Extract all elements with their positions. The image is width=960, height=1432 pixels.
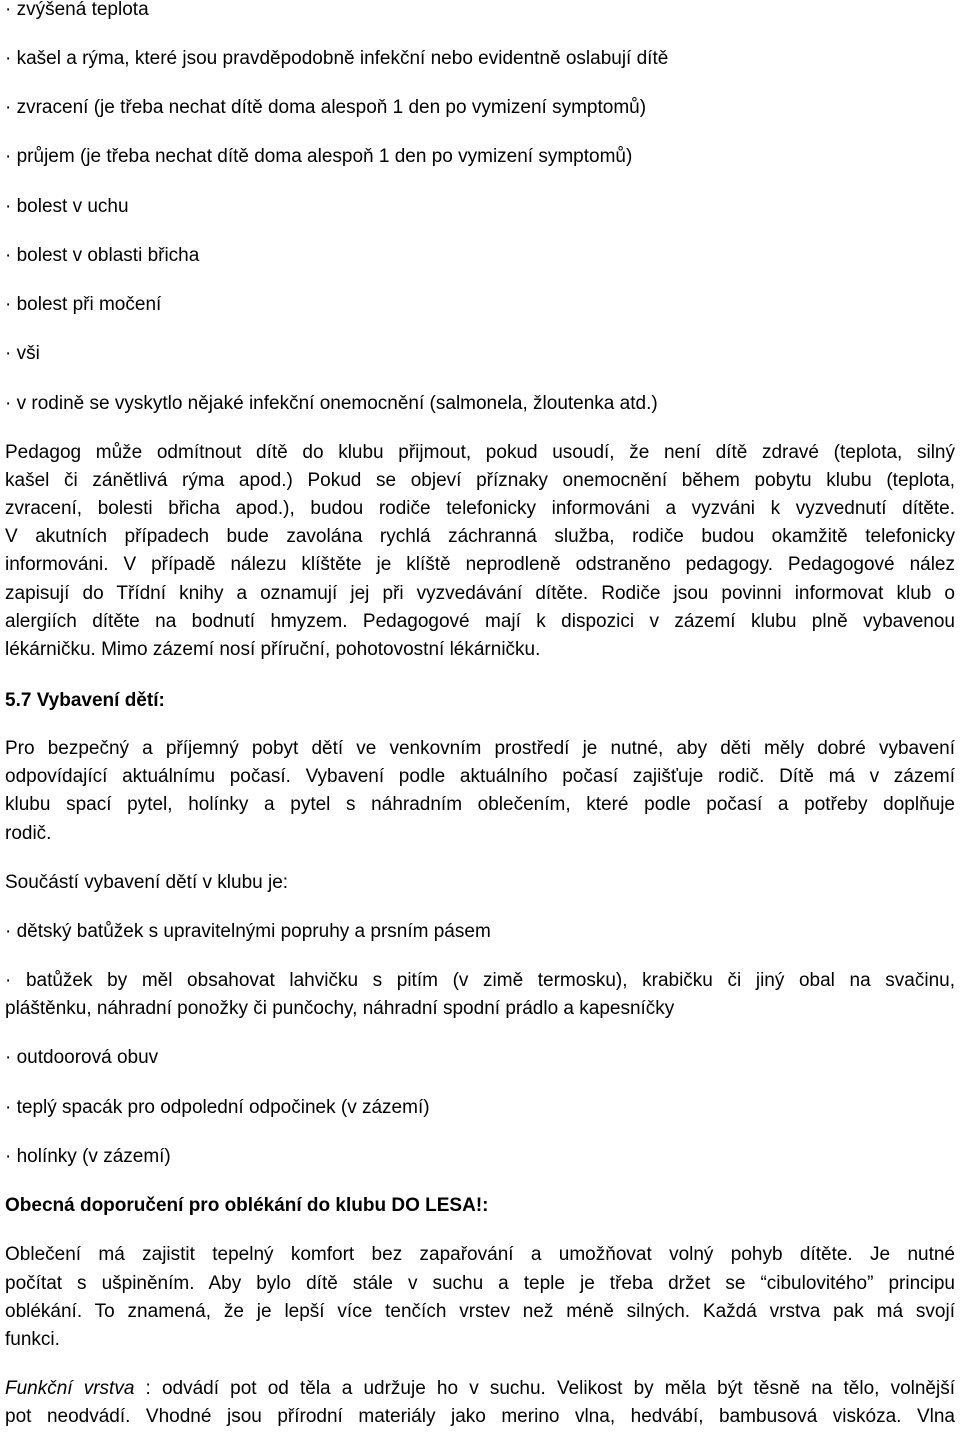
paragraph-line: pot neodvádí. Vhodné jsou přírodní materiály jako merino vlna, hedvábí, bambusová viskóza. Vlna — [5, 1406, 955, 1427]
term-functional-layer: Funkční vrstva — [5, 1378, 135, 1399]
list-item: · vši — [5, 343, 40, 364]
paragraph-line: zvracení, bolesti břicha apod.), budou rodiče telefonicky informováni a vyzváni k vyzvednutí dítěte. — [5, 498, 955, 519]
list-item: · batůžek by měl obsahovat lahvičku s pitím (v zimě termosku), krabičku či jiný obal na svačinu, — [5, 970, 955, 991]
paragraph-line: Pro bezpečný a příjemný pobyt dětí ve venkovním prostředí je nutné, aby děti měly dobré vybavení — [5, 738, 955, 759]
list-item: · dětský batůžek s upravitelnými popruhy a prsním pásem — [5, 921, 491, 942]
list-item: · holínky (v zázemí) — [5, 1146, 171, 1167]
list-item: · v rodině se vyskytlo nějaké infekční onemocnění (salmonela, žloutenka atd.) — [5, 393, 658, 414]
paragraph-line: oblékání. To znamená, že je lepší více tenčích vrstev než méně silných. Každá vrstva pak má svojí — [5, 1301, 955, 1322]
paragraph-line: rodič. — [5, 823, 52, 844]
equipment-intro: Součástí vybavení dětí v klubu je: — [5, 872, 289, 893]
paragraph-line: klubu spací pytel, holínky a pytel s náhradním oblečením, které podle počasí a potřeby doplňuje — [5, 794, 955, 815]
section-heading: 5.7 Vybavení dětí: — [5, 690, 165, 711]
paragraph-line: informováni. V případě nálezu klíštěte je klíště neprodleně odstraněno pedagogy. Pedagogové nález — [5, 554, 955, 575]
list-item: · zvýšená teplota — [5, 0, 149, 20]
list-item-continuation: pláštěnku, náhradní ponožky či punčochy, náhradní spodní prádlo a kapesníčky — [5, 998, 675, 1019]
list-item: · bolest v uchu — [5, 196, 129, 217]
list-item: · bolest při močení — [5, 294, 162, 315]
paragraph-line: lékárničku. Mimo zázemí nosí příruční, pohotovostní lékárničku. — [5, 639, 541, 660]
list-item: · průjem (je třeba nechat dítě doma alespoň 1 den po vymizení symptomů) — [5, 146, 633, 167]
paragraph-line: počítat s ušpiněním. Aby bylo dítě stále v suchu a teple je třeba držet se “cibulovitého” principu — [5, 1273, 955, 1294]
list-item: · outdoorová obuv — [5, 1047, 159, 1068]
paragraph-line: zapisují do Třídní knihy a oznamují jej při vyzvedávání dítěte. Rodiče jsou povinni informovat klub o — [5, 583, 955, 604]
term-definition: : odvádí pot od těla a udržuje ho v suchu. Velikost by měla být těsně na tělo, volnější — [134, 1378, 955, 1399]
section-heading: Obecná doporučení pro oblékání do klubu DO LESA!: — [5, 1195, 489, 1216]
list-item: · zvracení (je třeba nechat dítě doma alespoň 1 den po vymizení symptomů) — [5, 97, 647, 118]
paragraph-line — [5, 1375, 955, 1403]
list-item: · kašel a rýma, které jsou pravděpodobně infekční nebo evidentně oslabují dítě — [5, 48, 669, 69]
list-item: · teplý spacák pro odpolední odpočinek (v zázemí) — [5, 1097, 430, 1118]
paragraph-line: Pedagog může odmítnout dítě do klubu přijmout, pokud usoudí, že není dítě zdravé (teplota, silný — [5, 442, 955, 463]
paragraph-line: V akutních případech bude zavolána rychlá záchranná služba, rodiče budou okamžitě telefonicky — [5, 526, 955, 547]
paragraph-line: funkci. — [5, 1329, 60, 1350]
paragraph-line: odpovídající aktuálnímu počasí. Vybavení podle aktuálního počasí zajišťuje rodič. Dítě má v zázemí — [5, 766, 955, 787]
paragraph-line: kašel či zánětlivá rýma apod.) Pokud se objeví příznaky onemocnění během pobytu klubu (teplota, — [5, 470, 955, 491]
paragraph-line: alergiích dítěte na bodnutí hmyzem. Pedagogové mají k dispozici v zázemí klubu plně vybavenou — [5, 611, 955, 632]
list-item: · bolest v oblasti břicha — [5, 245, 200, 266]
paragraph-line: Oblečení má zajistit tepelný komfort bez zapařování a umožňovat volný pohyb dítěte. Je nutné — [5, 1244, 955, 1265]
